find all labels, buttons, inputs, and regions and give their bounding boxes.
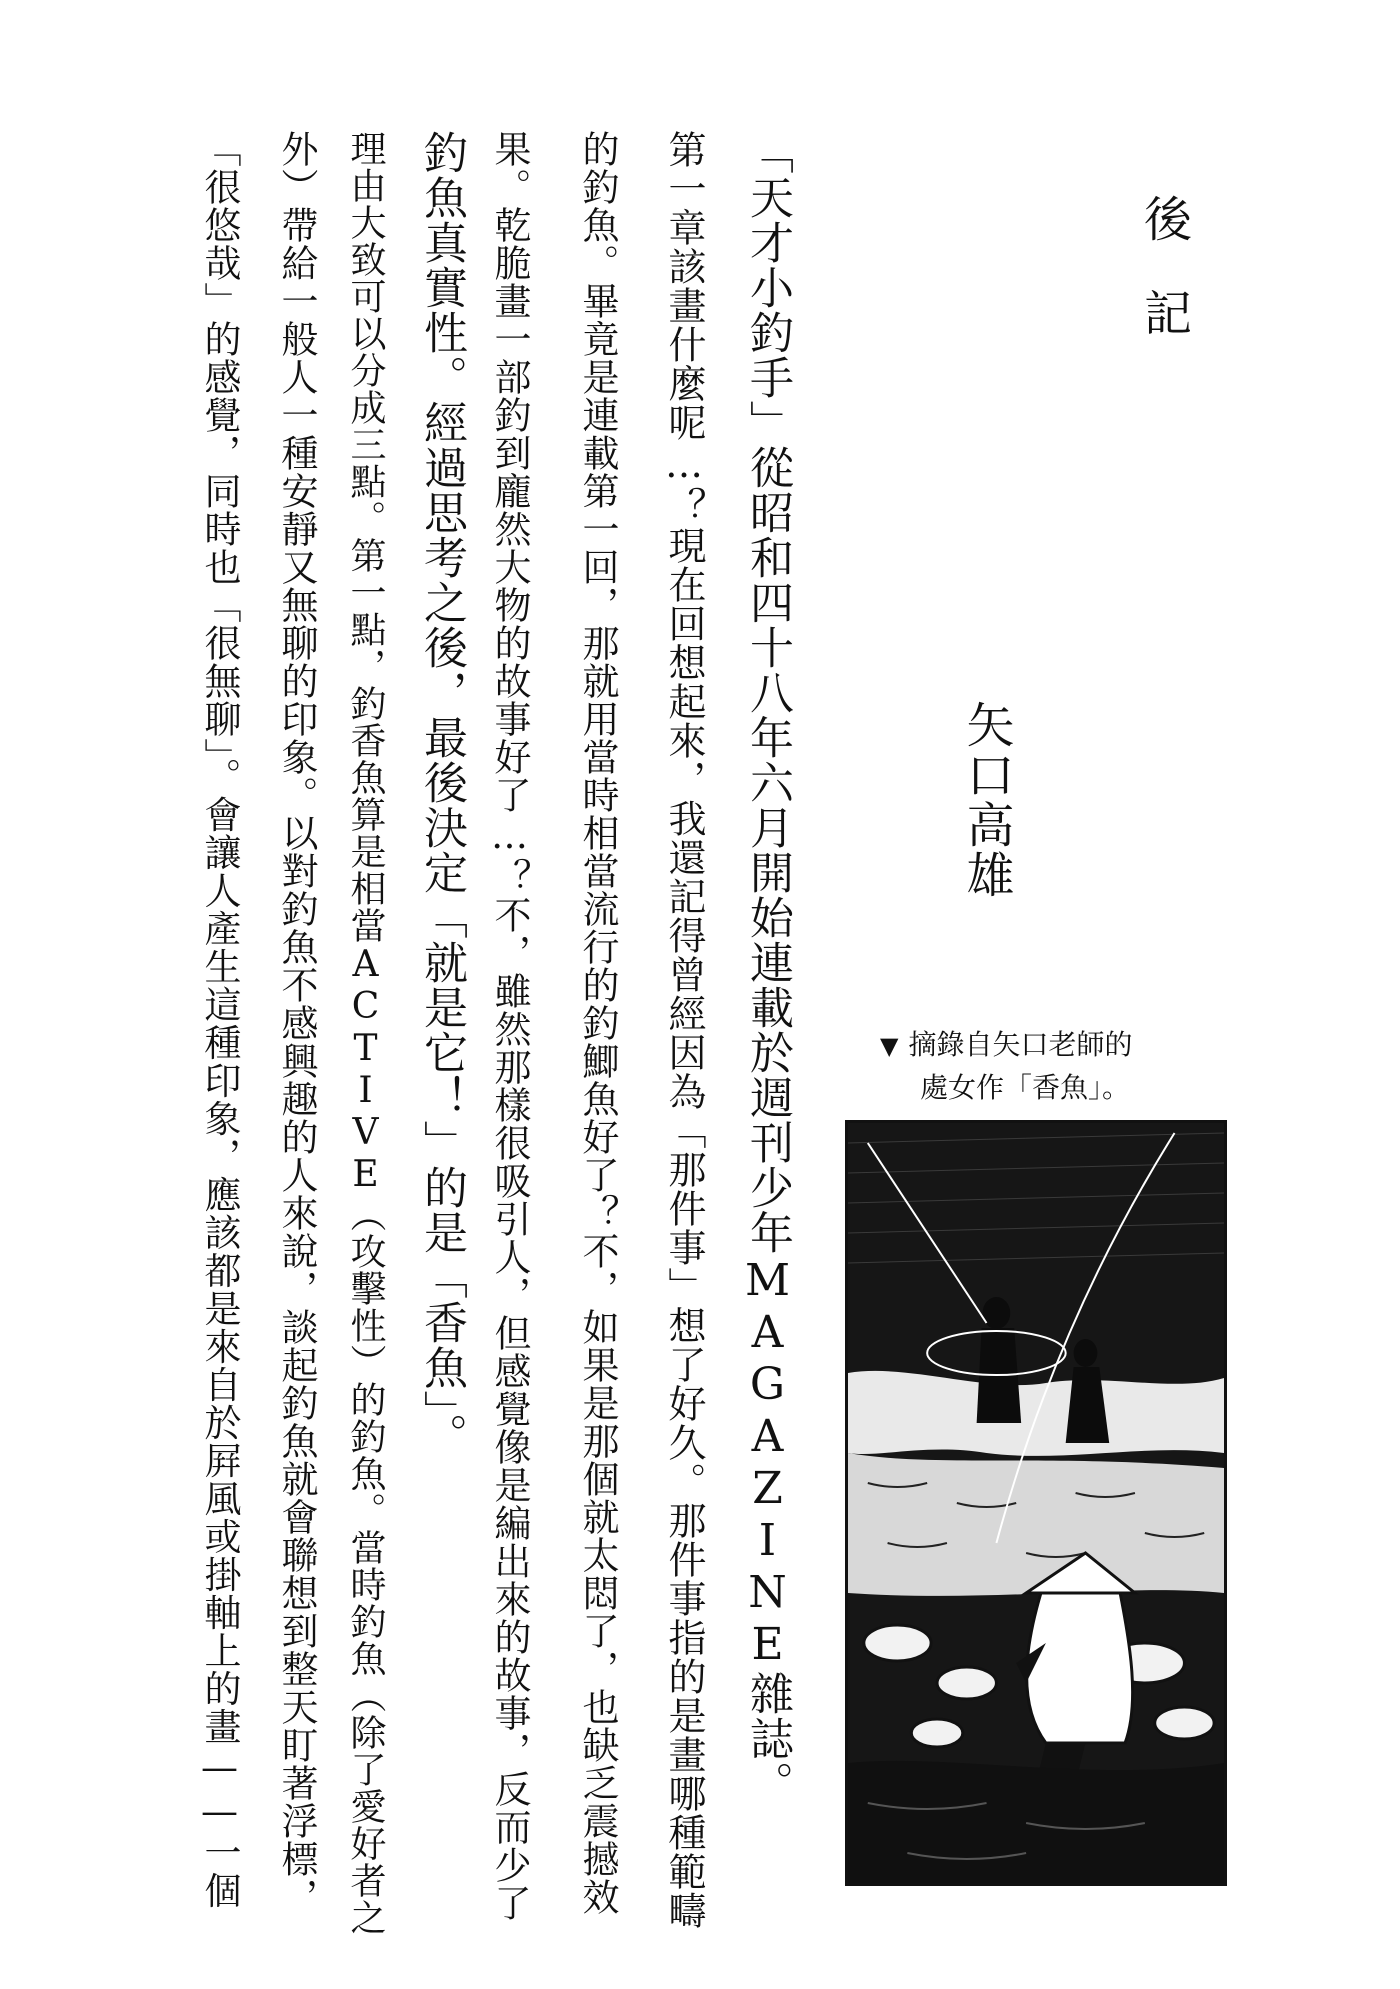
body-column-3: 的釣魚。畢竟是連載第一回，那就用當時相當流行的釣鯽魚好了？不，如果是那個就太悶了，也缺乏震撼效	[576, 130, 619, 1916]
caption-line-1: 摘錄自矢口老師的	[908, 1028, 1133, 1061]
body-column-6: 理由大致可以分成三點。第一點，釣香魚算是相當ACTIVE（攻擊性）的釣魚。當時釣魚（除了愛好者之	[345, 130, 386, 1936]
fishing-scene-image	[848, 1123, 1224, 1883]
triangle-pointer-icon: ▼	[880, 1032, 899, 1060]
body-column-5: 釣魚真實性。經過思考之後，最後決定「就是它！」的是「香魚」。	[416, 130, 467, 1458]
caption-line-2: 處女作「香魚」。	[920, 1071, 1131, 1104]
heading-char-1: 後	[1143, 192, 1192, 248]
fishing-illustration	[845, 1120, 1227, 1886]
author-name: 矢口高雄	[958, 700, 1014, 900]
body-column-2: 第一章該畫什麼呢…？現在回想起來，我還記得曾經因為「那件事」想了好久。那件事指的是畫哪種範疇	[662, 130, 706, 1930]
heading-char-2: 記	[1143, 286, 1192, 342]
illustration-caption	[880, 1024, 1132, 1109]
body-column-4: 果。乾脆畫一部釣到龐然大物的故事好了…？不，雖然那樣很吸引人，但感覺像是編出來的故事，反而少了	[488, 130, 531, 1922]
body-column-7: 外）帶給一般人一種安靜又無聊的印象。以對釣魚不感興趣的人來說，談起釣魚就會聯想到整天盯著浮標，	[275, 130, 318, 1916]
body-column-1: 「天才小釣手」從昭和四十八年六月開始連載於週刊少年MAGAZINE雜誌。	[742, 130, 793, 1806]
body-column-8: 「很悠哉」的感覺，同時也「很無聊」。會讓人產生這種印象，應該都是來自於屛風或掛軸上的畫——一個	[198, 130, 241, 1910]
